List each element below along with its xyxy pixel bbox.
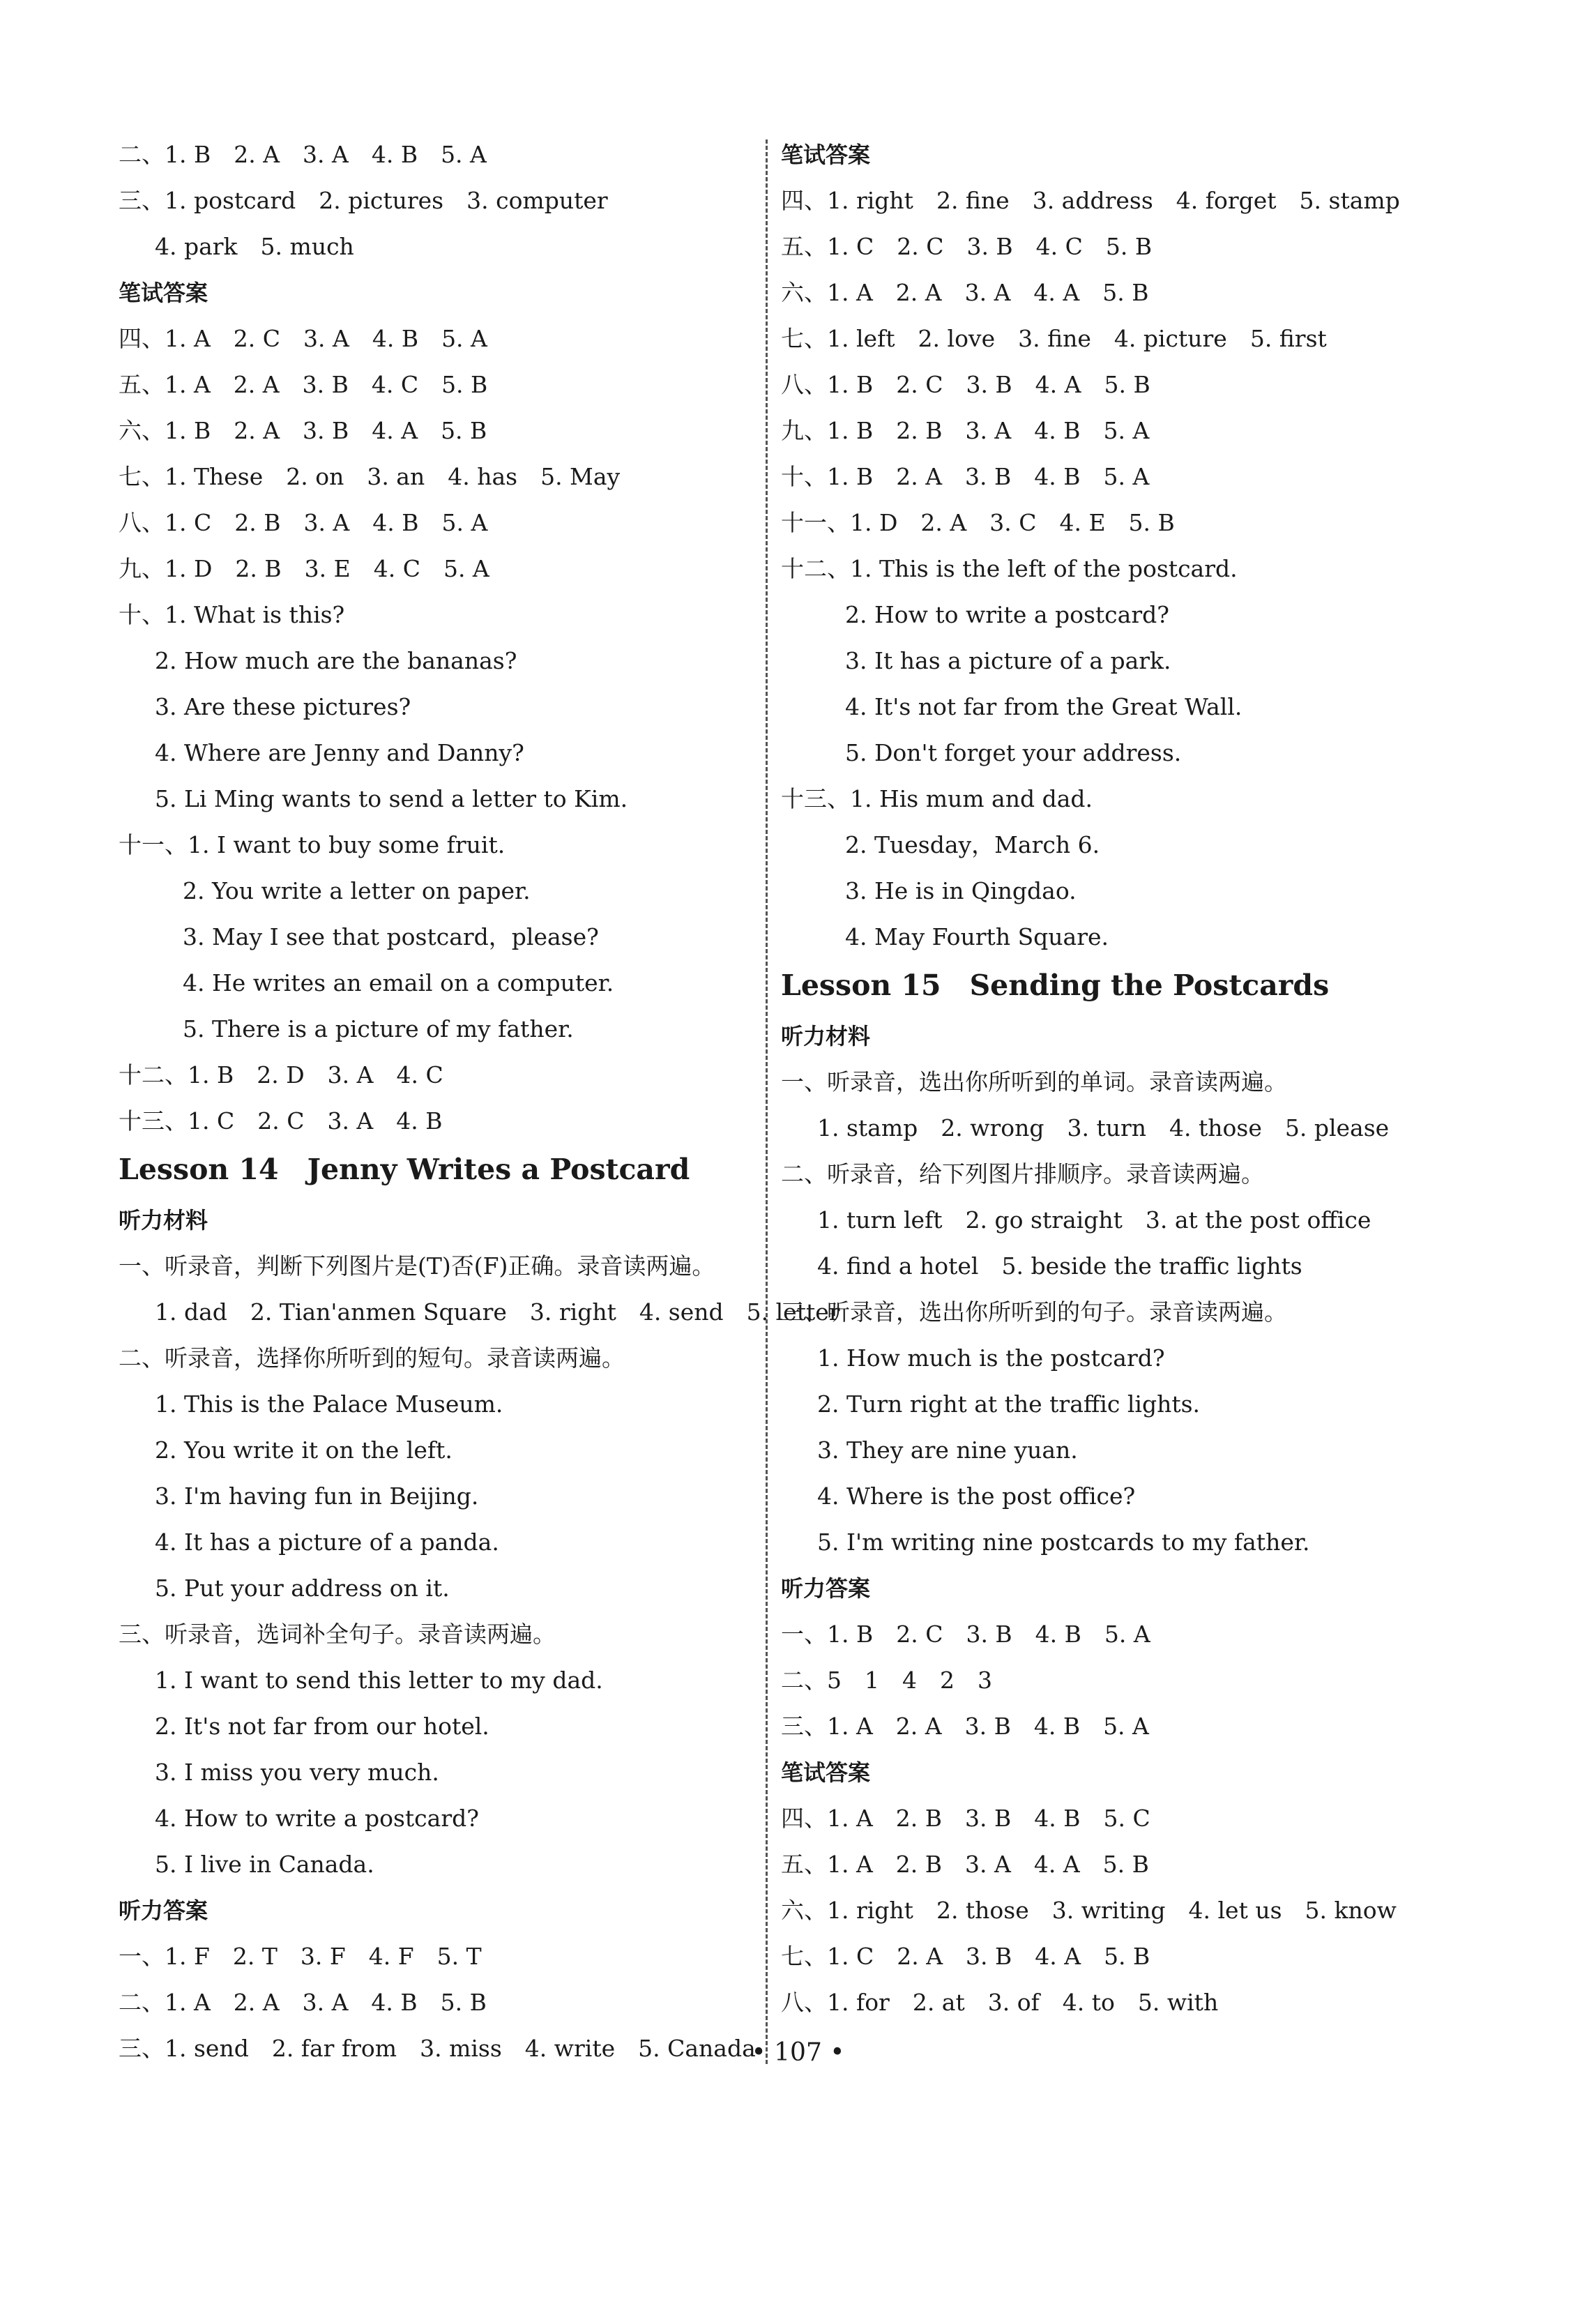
answer-line: 一、1. F 2. T 3. F 4. F 5. T [119,1943,482,1970]
answer-line: 四、1. A 2. C 3. A 4. B 5. A [119,325,487,352]
answer-line: 1. stamp 2. wrong 3. turn 4. those 5. please [817,1114,1390,1141]
page-number: • 107 • [751,2038,845,2067]
answer-line: 1. How much is the postcard? [817,1344,1165,1372]
answer-line: 三、1. send 2. far from 3. miss 4. write 5. Canada [119,2035,756,2062]
answer-line: 六、1. right 2. those 3. writing 4. let us 5. know [781,1897,1397,1924]
answer-line: 2. It's not far from our hotel. [155,1713,489,1740]
answer-line: 2. You write a letter on paper. [183,877,531,904]
answer-line: 十一、1. D 2. A 3. C 4. E 5. B [781,509,1175,536]
section-heading: 笔试答案 [119,280,208,306]
answer-line: 二、5 1 4 2 3 [781,1667,992,1694]
answer-line: 一、听录音，选出你所听到的单词。录音读两遍。 [781,1068,1287,1095]
answer-line: 4. He writes an email on a computer. [183,969,614,996]
answer-line: 2. Tuesday，March 6. [845,831,1100,858]
answer-line: 十二、1. B 2. D 3. A 4. C [119,1061,443,1088]
answer-line: 2. You write it on the left. [155,1436,453,1464]
answer-line: 二、听录音，选择你所听到的短句。录音读两遍。 [119,1344,625,1372]
answer-line: 三、听录音，选词补全句子。录音读两遍。 [119,1621,556,1648]
answer-line: 4. It has a picture of a panda. [155,1529,499,1556]
answer-line: 七、1. C 2. A 3. B 4. A 5. B [781,1943,1150,1970]
answer-line: 4. Where are Jenny and Danny? [155,739,524,766]
answer-line: 5. I'm writing nine postcards to my father. [817,1529,1310,1556]
answer-line: 一、听录音，判断下列图片是(T)否(F)正确。录音读两遍。 [119,1252,715,1280]
answer-line: 2. Turn right at the traffic lights. [817,1390,1201,1418]
answer-line: 4. It's not far from the Great Wall. [845,693,1242,720]
answer-line: 4. find a hotel 5. beside the traffic lights [817,1252,1302,1280]
answer-line: 八、1. C 2. B 3. A 4. B 5. A [119,509,488,536]
section-heading: 听力材料 [781,1023,871,1049]
answer-line: 八、1. B 2. C 3. B 4. A 5. B [781,371,1150,398]
answer-line: 5. Li Ming wants to send a letter to Kim. [155,785,628,812]
answer-line: 九、1. D 2. B 3. E 4. C 5. A [119,555,489,582]
section-heading: 笔试答案 [781,142,871,168]
answer-line: 四、1. right 2. fine 3. address 4. forget 5. stamp [781,187,1400,214]
answer-line: 十三、1. His mum and dad. [781,785,1093,812]
answer-line: 5. There is a picture of my father. [183,1015,574,1042]
answer-line: 三、1. postcard 2. pictures 3. computer [119,187,608,214]
answer-line: 3. They are nine yuan. [817,1436,1078,1464]
answer-line: 八、1. for 2. at 3. of 4. to 5. with [781,1989,1219,2016]
answer-line: 5. I live in Canada. [155,1851,374,1878]
answer-line: 1. This is the Palace Museum. [155,1390,503,1418]
answer-line: 5. Put your address on it. [155,1575,450,1602]
answer-line: 4. Where is the post office? [817,1482,1136,1510]
answer-line: 4. park 5. much [155,233,354,260]
lesson-title: Lesson 14 Jenny Writes a Postcard [119,1153,690,1186]
answer-line: 五、1. A 2. B 3. A 4. A 5. B [781,1851,1149,1878]
answer-line: 五、1. C 2. C 3. B 4. C 5. B [781,233,1153,260]
answer-line: 五、1. A 2. A 3. B 4. C 5. B [119,371,488,398]
answer-line: 1. dad 2. Tian'anmen Square 3. right 4. send 5. letter [155,1298,840,1326]
answer-line: 3. I'm having fun in Beijing. [155,1482,479,1510]
answer-line: 1. turn left 2. go straight 3. at the post office [817,1206,1371,1234]
answer-line: 1. I want to send this letter to my dad. [155,1667,603,1694]
answer-line: 3. I miss you very much. [155,1759,439,1786]
answer-line: 二、1. B 2. A 3. A 4. B 5. A [119,141,487,168]
answer-line: 2. How much are the bananas? [155,647,517,674]
answer-line: 3. He is in Qingdao. [845,877,1077,904]
answer-line: 2. How to write a postcard? [845,601,1169,628]
section-heading: 听力答案 [781,1575,871,1602]
answer-line: 3. It has a picture of a park. [845,647,1171,674]
answer-line: 四、1. A 2. B 3. B 4. B 5. C [781,1805,1150,1832]
section-heading: 笔试答案 [781,1759,871,1786]
answer-line: 六、1. B 2. A 3. B 4. A 5. B [119,417,487,444]
answer-line: 六、1. A 2. A 3. A 4. A 5. B [781,279,1149,306]
answer-line: 七、1. These 2. on 3. an 4. has 5. May [119,463,621,490]
answer-line: 十一、1. I want to buy some fruit. [119,831,506,858]
answer-line: 七、1. left 2. love 3. fine 4. picture 5. first [781,325,1327,352]
answer-line: 二、听录音，给下列图片排顺序。录音读两遍。 [781,1160,1264,1188]
answer-line: 十三、1. C 2. C 3. A 4. B [119,1107,443,1135]
answer-line: 三、听录音，选出你所听到的句子。录音读两遍。 [781,1298,1287,1326]
column-divider [766,139,768,2064]
answer-line: 3. Are these pictures? [155,693,411,720]
answer-line: 5. Don't forget your address. [845,739,1182,766]
lesson-title: Lesson 15 Sending the Postcards [781,969,1330,1002]
answer-line: 九、1. B 2. B 3. A 4. B 5. A [781,417,1150,444]
answer-line: 十、1. B 2. A 3. B 4. B 5. A [781,463,1150,490]
answer-line: 二、1. A 2. A 3. A 4. B 5. B [119,1989,487,2016]
section-heading: 听力答案 [119,1897,208,1924]
answer-line: 十、1. What is this? [119,601,345,628]
answer-line: 十二、1. This is the left of the postcard. [781,555,1238,582]
section-heading: 听力材料 [119,1207,208,1234]
answer-line: 4. May Fourth Square. [845,923,1109,950]
answer-line: 三、1. A 2. A 3. B 4. B 5. A [781,1713,1149,1740]
answer-line: 一、1. B 2. C 3. B 4. B 5. A [781,1621,1150,1648]
answer-line: 3. May I see that postcard，please? [183,923,599,950]
answer-line: 4. How to write a postcard? [155,1805,479,1832]
